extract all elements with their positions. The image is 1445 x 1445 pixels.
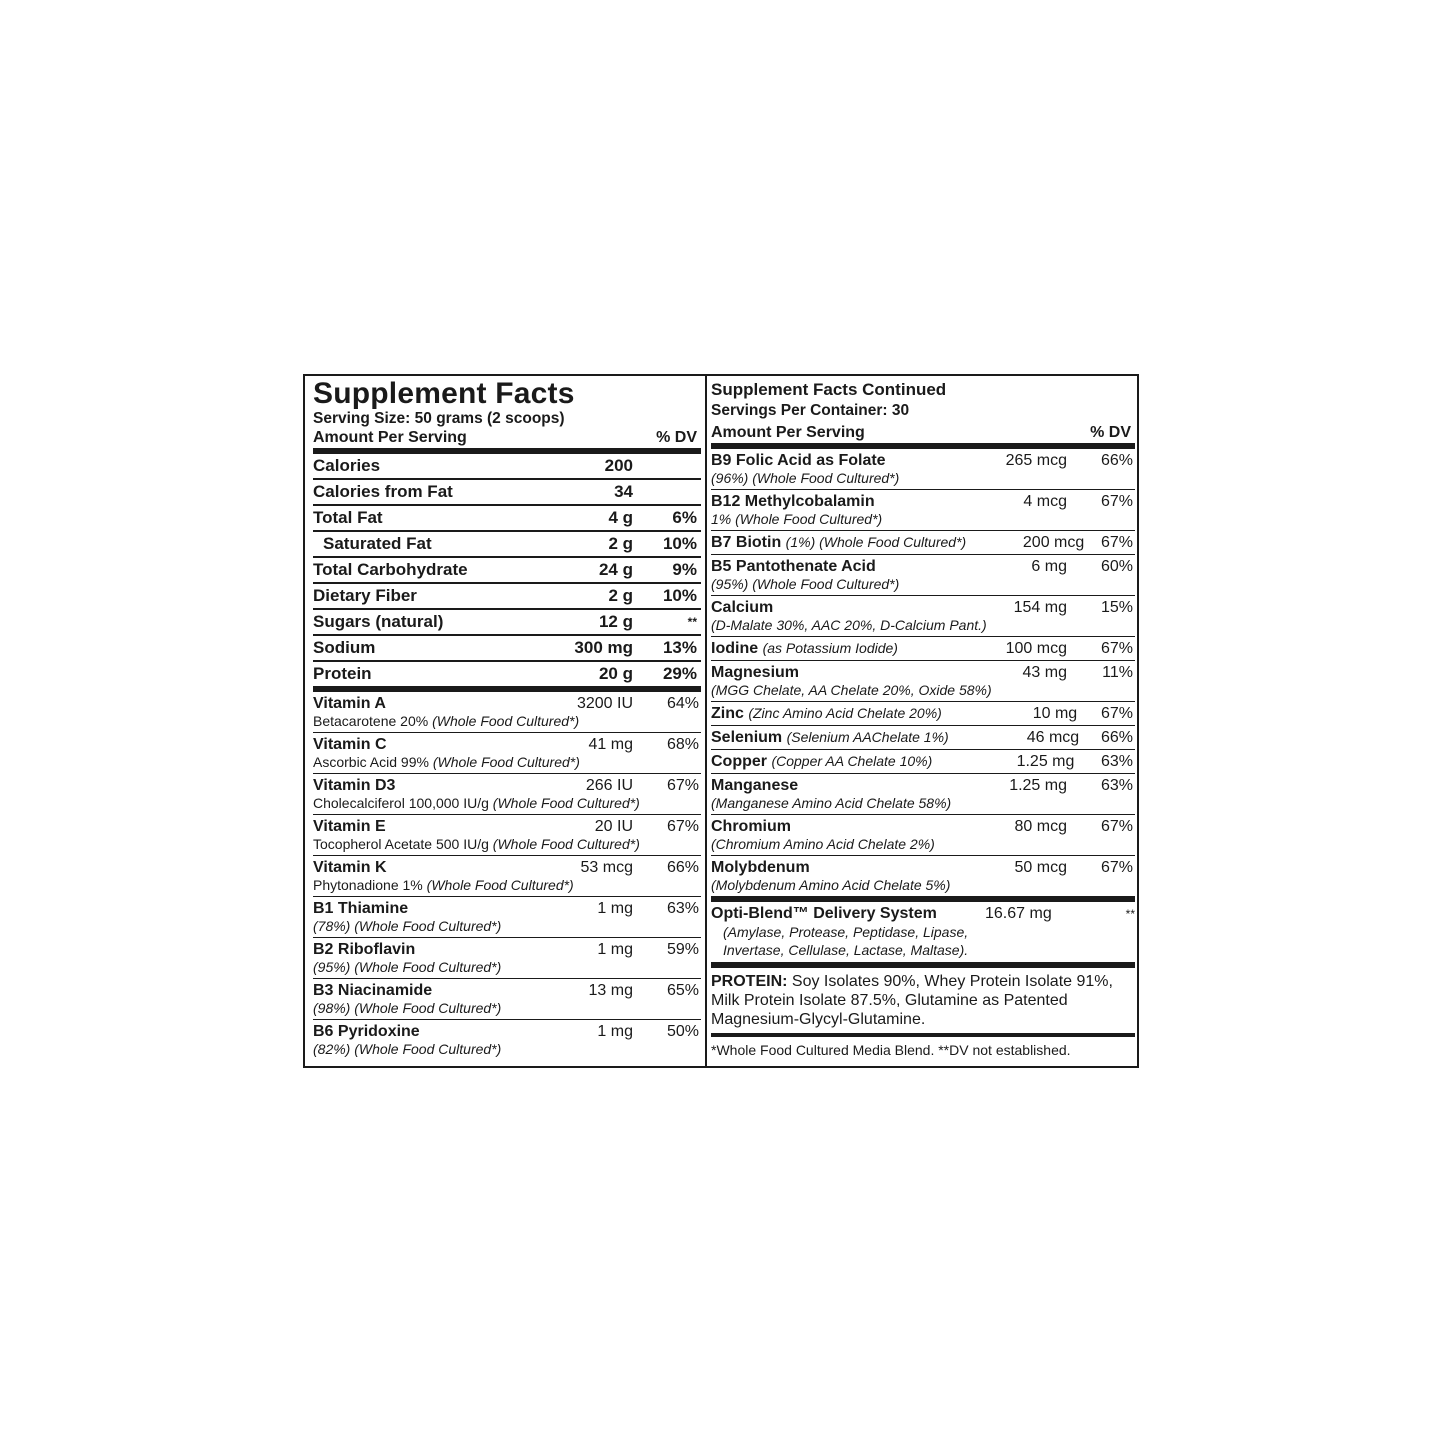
nutrient-row-selenium: Selenium (Selenium AAChelate 1%) 46 mcg 66% (711, 726, 1135, 750)
nutrient-row-magnesium: Magnesium 43 mg 11% (MGG Chelate, AA Chelate 20%, Oxide 58%) (711, 661, 1135, 702)
amount-per-serving-label: Amount Per Serving (711, 424, 865, 441)
serving-size: Serving Size: 50 grams (2 scoops) (313, 410, 565, 427)
protein-label: PROTEIN: (711, 973, 788, 990)
nutrient-row-copper: Copper (Copper AA Chelate 10%) 1.25 mg 63% (711, 750, 1135, 774)
right-column (711, 376, 1135, 1066)
vitamin-row-b3: B3 Niacinamide 13 mg 65% (98%) (Whole Food Cultured*) (313, 979, 701, 1020)
amount-header-right (711, 423, 1135, 443)
amount-header (313, 428, 701, 448)
nutrient-row-zinc: Zinc (Zinc Amino Acid Chelate 20%) 10 mg 67% (711, 702, 1135, 726)
vitamin-row-c: Vitamin C 41 mg 68% Ascorbic Acid 99% (Whole Food Cultured*) (313, 733, 701, 774)
macro-row-sodium: Sodium 300 mg 13% (313, 636, 701, 662)
protein-sources (711, 968, 1135, 1033)
macro-row-sugars: Sugars (natural) 12 g ** (313, 610, 701, 636)
footnote: *Whole Food Cultured Media Blend. **DV not established. (711, 1042, 1071, 1058)
left-column (313, 376, 701, 1066)
dv-header: % DV (656, 429, 697, 446)
nutrient-row-b5: B5 Pantothenate Acid 6 mg 60% (95%) (Whole Food Cultured*) (711, 555, 1135, 596)
macro-row-protein: Protein 20 g 29% (313, 664, 697, 683)
panel-title: Supplement Facts (313, 377, 575, 410)
vitamin-row-a: Vitamin A 3200 IU 64% Betacarotene 20% (Whole Food Cultured*) (313, 692, 701, 733)
dv-header: % DV (1090, 424, 1131, 441)
nutrient-row-b9: B9 Folic Acid as Folate 265 mcg 66% (96%) (Whole Food Cultured*) (711, 449, 1135, 490)
vitamin-row-b2: B2 Riboflavin 1 mg 59% (95%) (Whole Food Cultured*) (313, 938, 701, 979)
continued-title: Supplement Facts Continued (711, 380, 947, 399)
vitamin-row-d3: Vitamin D3 266 IU 67% Cholecalciferol 100,000 IU/g (Whole Food Cultured*) (313, 774, 701, 815)
servings-per-container: Servings Per Container: 30 (711, 402, 910, 419)
supplement-facts-panel (303, 374, 1139, 1068)
nutrients-list (711, 449, 1135, 896)
nutrient-row-calcium: Calcium 154 mg 15% (D-Malate 30%, AAC 20%, D-Calcium Pant.) (711, 596, 1135, 637)
nutrient-row-b7: B7 Biotin (1%) (Whole Food Cultured*) 200 mcg 67% (711, 531, 1135, 555)
nutrient-row-manganese: Manganese 1.25 mg 63% (Manganese Amino Acid Chelate 58%) (711, 774, 1135, 815)
protein-text: Soy Isolates 90%, Whey Protein Isolate 91%, Milk Protein Isolate 87.5%, Glutamine as Patented Magnesium-Glycyl-Glutamine. (711, 973, 1113, 1028)
nutrient-row-molybdenum: Molybdenum 50 mcg 67% (Molybdenum Amino Acid Chelate 5%) (711, 859, 1133, 893)
nutrient-row-chromium: Chromium 80 mcg 67% (Chromium Amino Acid Chelate 2%) (711, 815, 1135, 856)
macro-row-dietary-fiber: Dietary Fiber 2 g 10% (313, 584, 701, 610)
vitamin-row-b1: B1 Thiamine 1 mg 63% (78%) (Whole Food Cultured*) (313, 897, 701, 938)
amount-per-serving-label: Amount Per Serving (313, 429, 467, 446)
opti-blend-row: Opti-Blend™ Delivery System 16.67 mg ** (Amylase, Protease, Peptidase, Lipase, Invertase, Cellulase, Lactase, Maltase). (711, 905, 1135, 958)
vitamin-row-b6: B6 Pyridoxine 1 mg 50% (82%) (Whole Food Cultured*) (313, 1023, 699, 1057)
macros-list (313, 454, 701, 686)
vitamin-row-e: Vitamin E 20 IU 67% Tocopherol Acetate 500 IU/g (Whole Food Cultured*) (313, 815, 701, 856)
column-divider (705, 376, 707, 1066)
vitamin-row-k: Vitamin K 53 mcg 66% Phytonadione 1% (Whole Food Cultured*) (313, 856, 701, 897)
macro-row-total-carbohydrate: Total Carbohydrate 24 g 9% (313, 558, 701, 584)
macro-row-total-fat: Total Fat 4 g 6% (313, 506, 701, 532)
nutrient-row-iodine: Iodine (as Potassium Iodide) 100 mcg 67% (711, 637, 1135, 661)
macro-row-saturated-fat: Saturated Fat 2 g 10% (313, 532, 701, 558)
macro-row-calories-from-fat: Calories from Fat 34 (313, 480, 701, 506)
macro-row-calories: Calories 200 (313, 454, 701, 480)
nutrient-row-b12: B12 Methylcobalamin 4 mcg 67% 1% (Whole Food Cultured*) (711, 490, 1135, 531)
vitamins-list (313, 692, 701, 1060)
